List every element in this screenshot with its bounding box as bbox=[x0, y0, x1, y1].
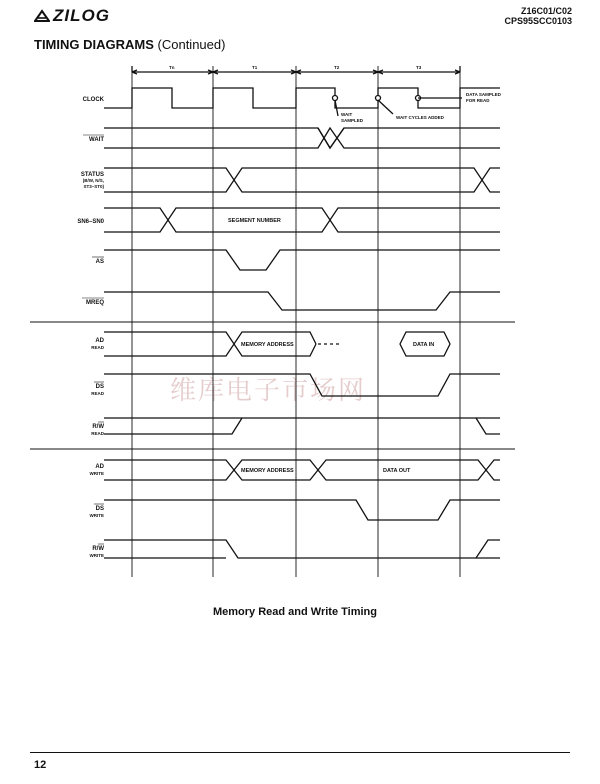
rw-read-sub: READ bbox=[91, 431, 104, 436]
segment-number-text: SEGMENT NUMBER bbox=[228, 218, 281, 224]
rw-write-sub: WRITE bbox=[89, 553, 104, 558]
doc-number: CPS95SCC0103 bbox=[504, 16, 572, 26]
wait-waveform bbox=[104, 128, 500, 148]
mreq-label: MREQ bbox=[86, 300, 104, 306]
data-out-text: DATA OUT bbox=[383, 468, 411, 474]
clock-label: CLOCK bbox=[82, 97, 104, 103]
status-label: STATUS bbox=[80, 172, 104, 178]
as-waveform bbox=[104, 250, 500, 270]
memory-address-read-text: MEMORY ADDRESS bbox=[241, 342, 294, 348]
part-number: Z16C01/C02 bbox=[520, 6, 572, 16]
ds-write-waveform bbox=[104, 500, 500, 520]
sn-label: SN6–SN0 bbox=[77, 219, 104, 225]
ad-read-sub: READ bbox=[91, 345, 104, 350]
wait-sampled-line2: SAMPLED bbox=[341, 118, 364, 123]
sn-waveform bbox=[104, 208, 500, 232]
wait-label: WAIT bbox=[89, 137, 104, 143]
data-in-text: DATA IN bbox=[413, 342, 435, 348]
state-t2-label: T2 bbox=[334, 65, 340, 70]
mreq-waveform bbox=[104, 292, 500, 310]
status-sub2: ST3–ST0) bbox=[83, 184, 104, 189]
ds-read-waveform bbox=[104, 374, 500, 396]
ad-write-waveform bbox=[104, 460, 500, 480]
ds-write-label: DS bbox=[95, 506, 104, 512]
state-t3-label: T3 bbox=[416, 65, 422, 70]
ds-read-sub: READ bbox=[91, 391, 104, 396]
page-title: TIMING DIAGRAMS (Continued) bbox=[34, 37, 226, 52]
watermark: 维库电子市场网 bbox=[170, 376, 367, 406]
footer-rule bbox=[30, 752, 570, 753]
rw-write-waveform bbox=[104, 540, 500, 558]
data-sampled-line2: FOR READ bbox=[466, 98, 490, 103]
wait-cycles-added: WAIT CYCLES ADDED bbox=[396, 115, 444, 120]
as-label: AS bbox=[95, 259, 104, 265]
figure-caption: Memory Read and Write Timing bbox=[212, 606, 377, 618]
state-t1-label: T1 bbox=[252, 65, 258, 70]
rw-write-label: R/W bbox=[92, 546, 104, 552]
memory-address-write-text: MEMORY ADDRESS bbox=[241, 468, 294, 474]
state-tn-label: Tn bbox=[169, 65, 175, 70]
logo-text: ZILOG bbox=[53, 6, 110, 25]
ds-read-label: DS bbox=[95, 384, 104, 390]
page-number: 12 bbox=[34, 759, 47, 771]
ds-write-sub: WRITE bbox=[89, 513, 104, 518]
title-continued: (Continued) bbox=[157, 37, 226, 52]
status-waveform bbox=[104, 168, 500, 192]
wait-sampled-line1: WAIT bbox=[341, 112, 353, 117]
rw-read-waveform bbox=[104, 418, 500, 434]
ad-read-label: AD bbox=[95, 338, 104, 344]
ad-write-sub: WRITE bbox=[89, 471, 104, 476]
status-sub1: (B/W, N/S, bbox=[82, 178, 104, 183]
ad-write-label: AD bbox=[95, 464, 104, 470]
rw-read-label: R/W bbox=[92, 424, 104, 430]
data-sampled-line1: DATA SAMPLED bbox=[466, 92, 501, 97]
